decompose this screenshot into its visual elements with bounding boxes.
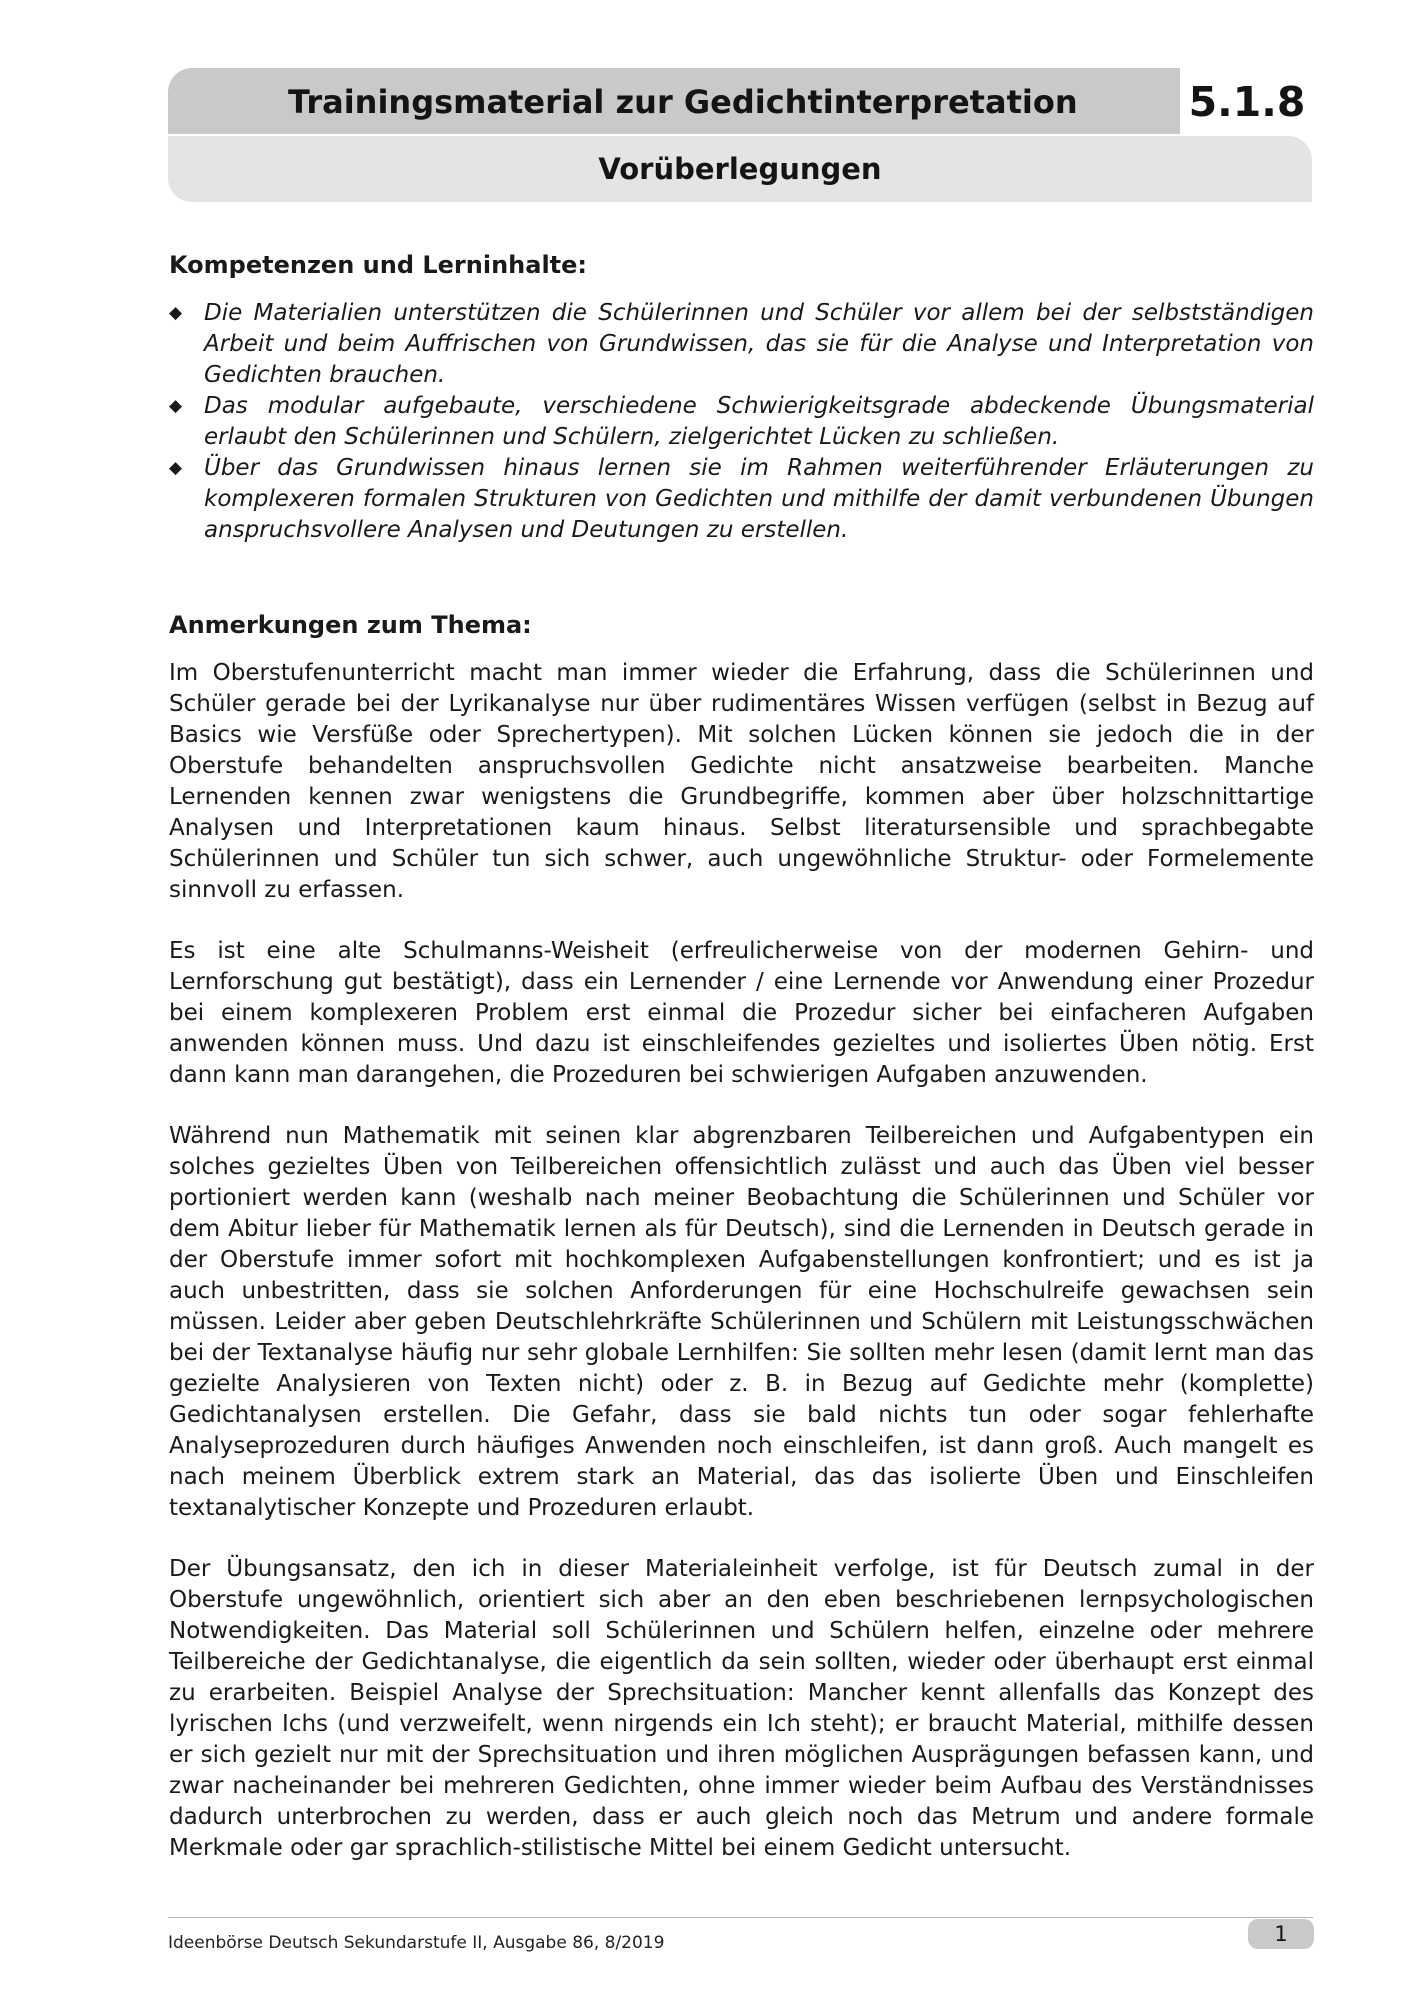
document-title: Trainingsmaterial zur Gedichtinterpretation [288, 83, 1078, 121]
diamond-bullet-icon: ◆ [169, 458, 183, 478]
section-spacer [169, 546, 1314, 610]
list-item-text: Die Materialien unterstützen die Schülerinnen und Schüler vor allem bei der selbstständigen Arbeit und beim Auffrischen von Grundwissen, das sie für die Analyse und Interpretation von Gedichten brauchen. [204, 300, 1314, 388]
list-item [169, 298, 1314, 391]
kompetenzen-list [169, 298, 1314, 546]
paragraph: Während nun Mathematik mit seinen klar abgrenzbaren Teilbereichen und Aufgabentypen ein solches gezieltes Üben von Teilbereichen offensichtlich zulässt und auch das Üben viel besser portioniert werden kann (weshalb nach meiner Beobachtung die Schülerinnen und Schüler vor dem Abitur lieber für Mathematik lernen als für Deutsch), sind die Lernenden in Deutsch gerade in der Oberstufe immer sofort mit hochkomplexen Aufgabenstellungen konfrontiert; und es ist ja auch unbestritten, dass sie solchen Anforderungen für eine Hochschulreife gewachsen sein müssen. Leider aber geben Deutschlehrkräfte Schülerinnen und Schülern mit Leistungsschwächen bei der Textanalyse häufig nur sehr globale Lernhilfen: Sie sollten mehr lesen (damit lernt man das gezielte Analysieren von Texten nicht) oder z. B. in Bezug auf Gedichte mehr (komplette) Gedichtanalysen erstellen. Die Gefahr, dass sie bald nichts tun oder sogar fehlerhafte Analyseprozeduren durch häufiges Anwenden noch einschleifen, ist dann groß. Auch mangelt es nach meinem Überblick extrem stark an Material, das das isolierte Üben und Einschleifen textanalytischer Konzepte und Prozeduren erlaubt. [169, 1123, 1314, 1521]
footer-divider [168, 1917, 1313, 1918]
paragraph: Im Oberstufenunterricht macht man immer wieder die Erfahrung, dass die Schülerinnen und Schüler gerade bei der Lyrikanalyse nur über rudimentäres Wissen verfügen (selbst in Bezug auf Basics wie Versfüße oder Sprechertypen). Mit solchen Lücken können sie jedoch die in der Oberstufe behandelten anspruchsvollen Gedichte nicht ansatzweise bearbeiten. Manche Lernenden kennen zwar wenigstens die Grundbegriffe, kommen aber über holzschnittartige Analysen und Interpretationen kaum hinaus. Selbst literatursensible und sprachbegabte Schülerinnen und Schüler tun sich schwer, auch ungewöhnliche Struktur- oder Formelemente sinnvoll zu erfassen. [169, 660, 1314, 903]
list-item [169, 453, 1314, 546]
footer-publication: Ideenbörse Deutsch Sekundarstufe II, Ausgabe 86, 8/2019 [168, 1933, 665, 1953]
diamond-bullet-icon: ◆ [169, 303, 183, 323]
section-heading-kompetenzen: Kompetenzen und Lerninhalte: [169, 251, 588, 279]
diamond-bullet-icon: ◆ [169, 396, 183, 416]
section-number: 5.1.8 [1188, 78, 1306, 126]
header-title-bar [168, 68, 1180, 134]
paragraph: Der Übungsansatz, den ich in dieser Materialeinheit verfolge, ist für Deutsch zumal in der Oberstufe ungewöhnlich, orientiert sich aber an den eben beschriebenen lernpsychologischen Notwendigkeiten. Das Material soll Schülerinnen und Schülern helfen, einzelne oder mehrere Teilbereiche der Gedichtanalyse, die eigentlich da sein sollten, wieder oder überhaupt erst einmal zu erarbeiten. Beispiel Analyse der Sprechsituation: Mancher kennt allenfalls das Konzept des lyrischen Ichs (und verzweifelt, wenn nirgends ein Ich steht); er braucht Material, mithilfe dessen er sich gezielt nur mit der Sprechsituation und ihren möglichen Ausprägungen befassen kann, und zwar nacheinander bei mehreren Gedichten, ohne immer wieder beim Aufbau des Verständnisses dadurch unterbrochen zu werden, dass er auch gleich noch das Metrum und andere formale Merkmale oder gar sprachlich-stilistische Mittel bei einem Gedicht untersucht. [169, 1556, 1314, 1861]
page-number: 1 [1248, 1919, 1314, 1949]
document-subtitle: Vorüberlegungen [168, 136, 1312, 202]
section-heading-anmerkungen: Anmerkungen zum Thema: [169, 611, 532, 639]
main-content [169, 250, 1314, 1894]
list-item-text: Über das Grundwissen hinaus lernen sie im Rahmen weiterführender Erläuterungen zu komplexeren formalen Strukturen von Gedichten und mithilfe der damit verbundenen Übungen anspruchsvollere Analysen und Deutungen zu erstellen. [204, 455, 1314, 543]
list-item [169, 391, 1314, 453]
list-item-text: Das modular aufgebaute, verschiedene Schwierigkeitsgrade abdeckende Übungsmaterial erlaubt den Schülerinnen und Schülern, zielgerichtet Lücken zu schließen. [204, 393, 1314, 450]
paragraph: Es ist eine alte Schulmanns-Weisheit (erfreulicherweise von der modernen Gehirn- und Lernforschung gut bestätigt), dass ein Lernender / eine Lernende vor Anwendung einer Prozedur bei einem komplexeren Problem erst einmal die Prozedur sicher bei einfacheren Aufgaben anwenden können muss. Und dazu ist einschleifendes gezieltes und isoliertes Üben nötig. Erst dann kann man darangehen, die Prozeduren bei schwierigen Aufgaben anzuwenden. [169, 938, 1314, 1088]
